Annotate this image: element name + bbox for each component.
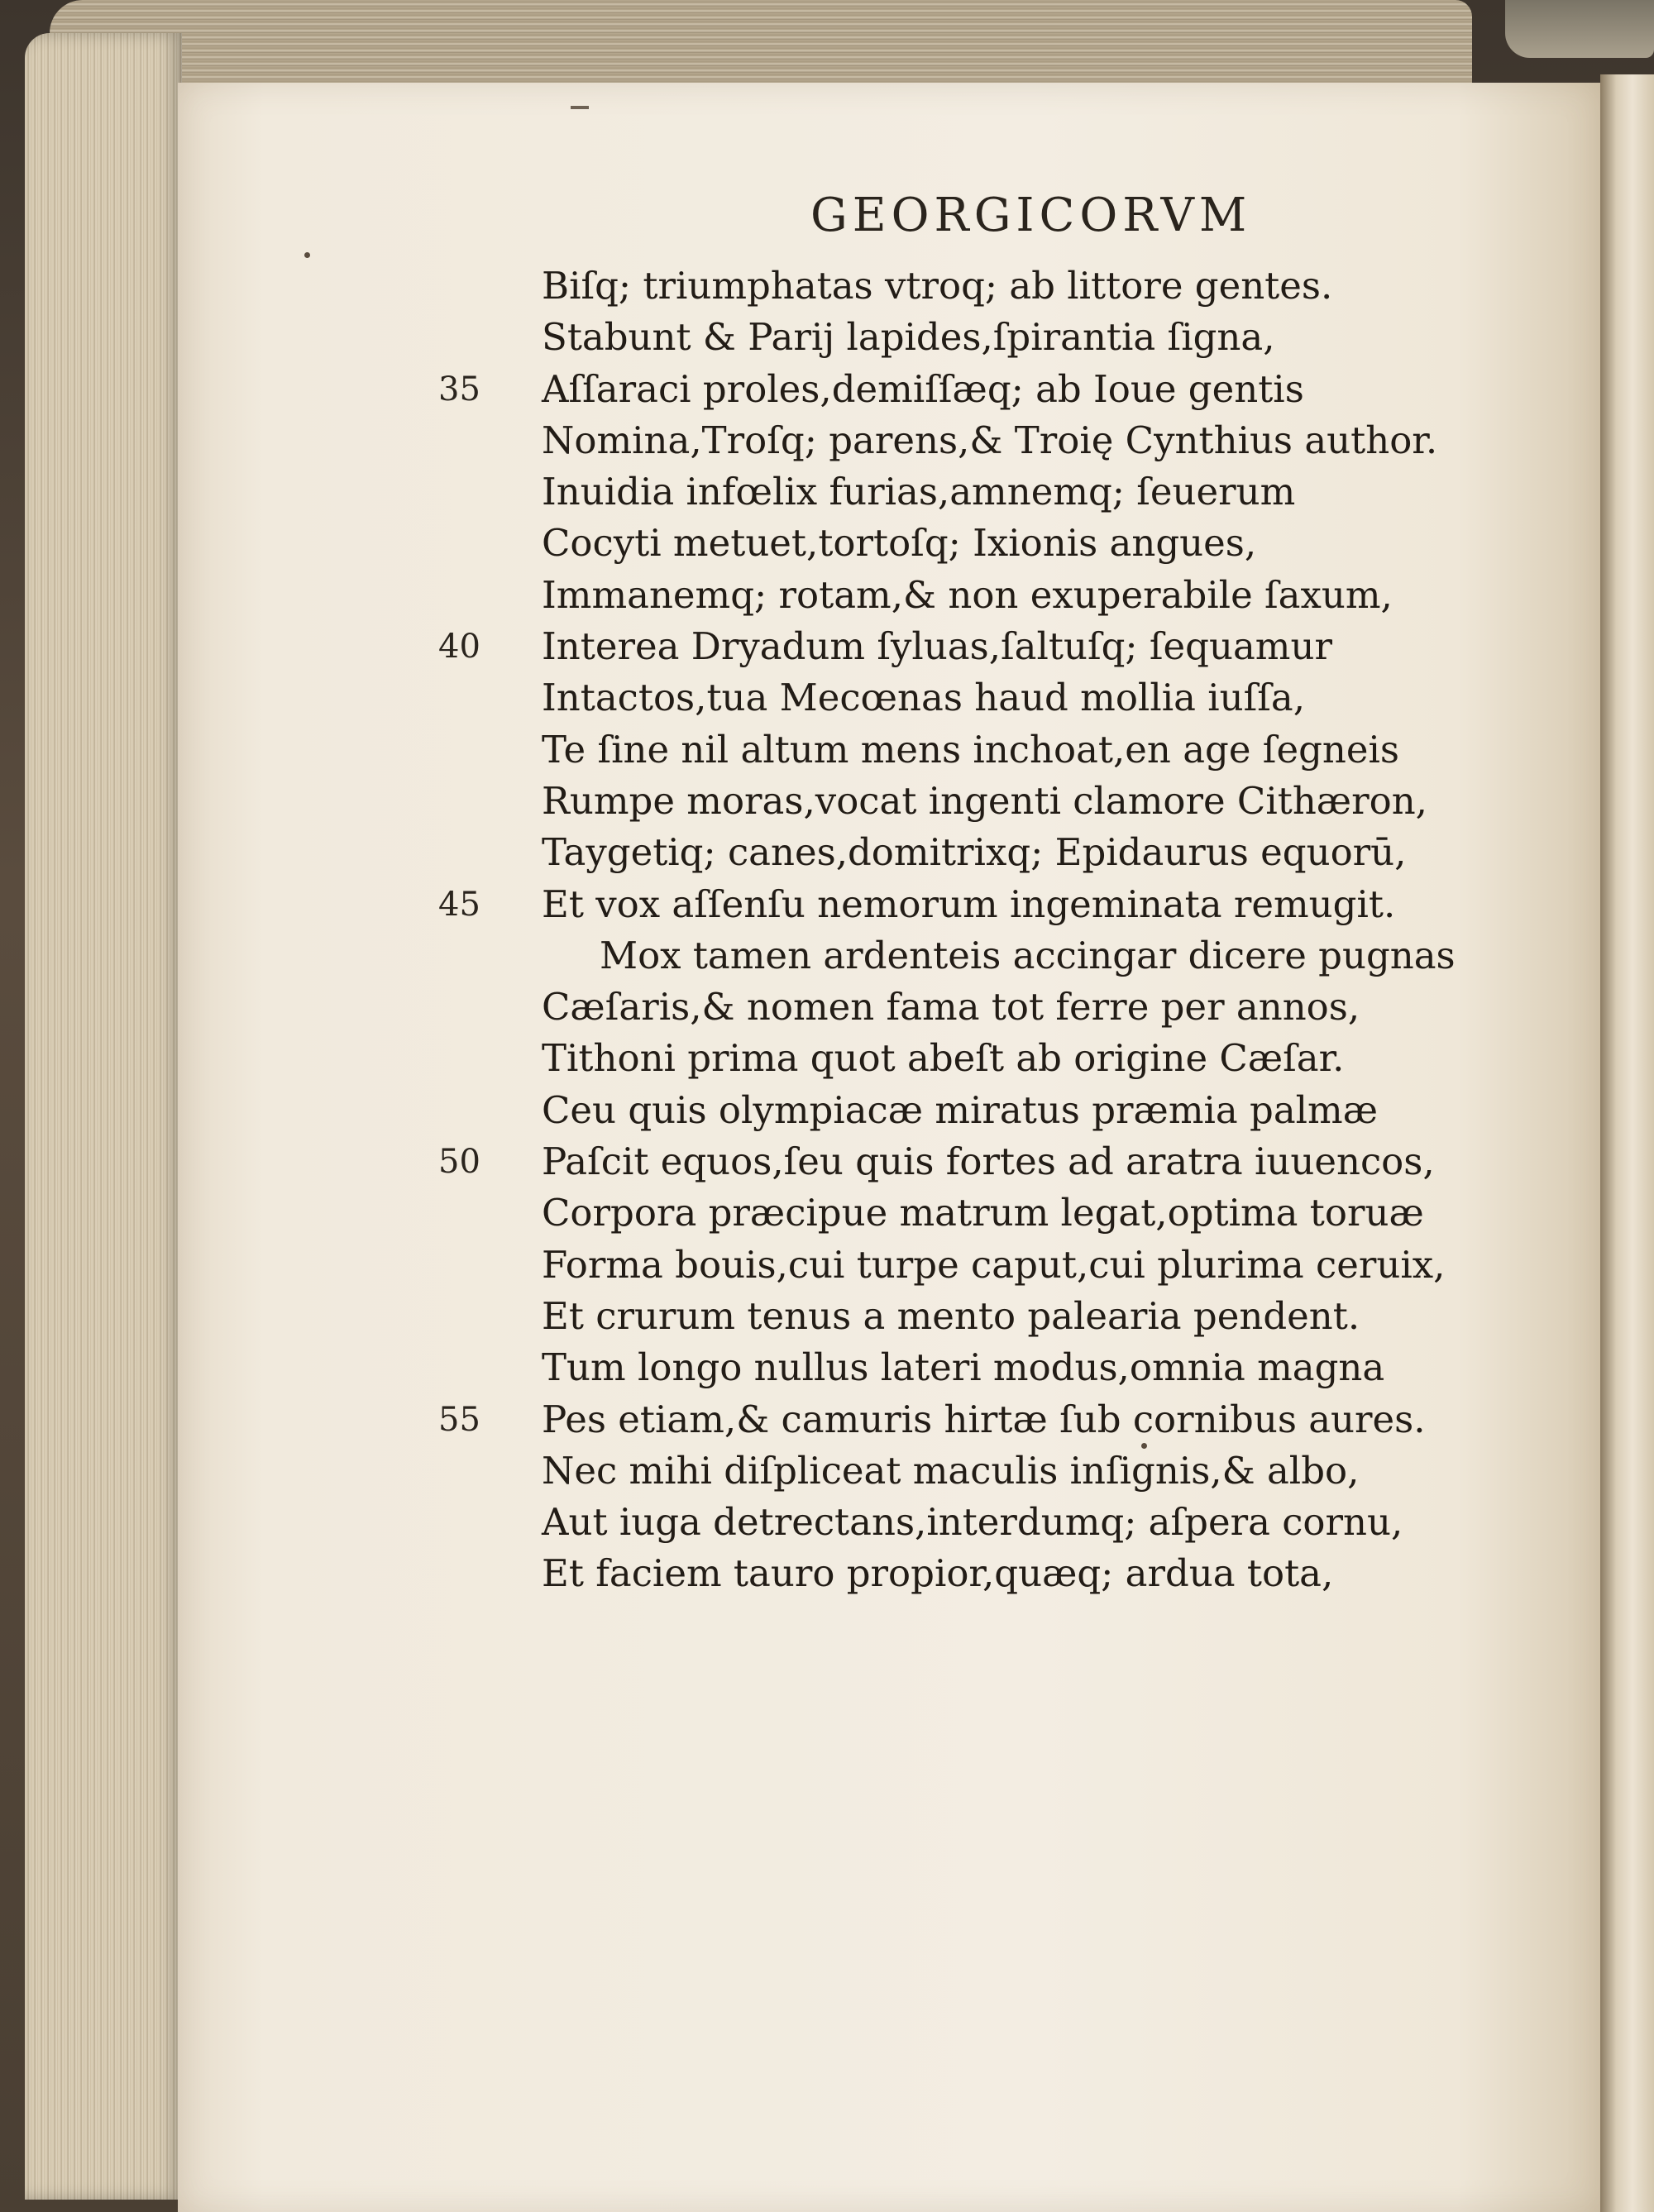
verse-line-text: Te ſine nil altum mens inchoat,en age ſegneis <box>542 727 1399 772</box>
verse-line <box>438 364 1518 415</box>
verse-line-text: Biſq; triumphatas vtroq; ab littore gentes. <box>542 264 1333 308</box>
verse-line <box>542 466 1518 518</box>
verse-line-text: Intactos,tua Mecœnas haud mollia iuſſa, <box>542 676 1306 720</box>
verse-line <box>542 260 1518 312</box>
line-number: 45 <box>438 885 480 924</box>
verse-line-text: Inuidia infœlix furias,amnemq; ſeuerum <box>542 470 1296 514</box>
verse-line-text: Aut iuga detrectans,interdumq; aſpera cornu, <box>542 1500 1403 1545</box>
verse-line-text: Cocyti metuet,tortoſq; Ixionis angues, <box>542 521 1257 566</box>
verse-line-text: Rumpe moras,vocat ingenti clamore Cithæron, <box>542 778 1427 823</box>
verse-line-text: Pes etiam,& camuris hirtæ ſub cornibus aures. <box>542 1397 1426 1441</box>
verse-line-text: Tum longo nullus lateri modus,omnia magna <box>542 1345 1385 1390</box>
verse-line <box>542 672 1518 724</box>
verse-line-text: Interea Dryadum ſyluas,ſaltuſq; ſequamur <box>542 624 1332 669</box>
verse-line-text: Immanemq; rotam,& non exuperabile ſaxum, <box>542 572 1393 617</box>
verse-line-text: Stabunt & Parij lapides,ſpirantia ſigna, <box>542 315 1275 360</box>
verse-line-text: Et vox aſſenſu nemorum ingeminata remugit. <box>542 881 1396 926</box>
verse-line <box>542 1548 1518 1599</box>
verse-line-text: Nec mihi diſpliceat maculis inſignis,& albo, <box>542 1448 1360 1493</box>
verse-line <box>542 1240 1518 1291</box>
line-number: 55 <box>438 1400 480 1439</box>
verse-line <box>438 621 1518 672</box>
verse-line-text: Forma bouis,cui turpe caput,cui plurima ceruix, <box>542 1242 1446 1287</box>
verse-line <box>542 415 1518 466</box>
verse-line <box>542 1085 1518 1136</box>
verse-line <box>542 1342 1518 1393</box>
verse-line-text: Mox tamen ardenteis accingar dicere pugnas <box>600 933 1456 977</box>
verse-line-text: Paſcit equos,ſeu quis fortes ad aratra iuuencos, <box>542 1139 1435 1184</box>
verse-line <box>542 518 1518 569</box>
running-head: GEORGICORVM <box>810 189 1252 242</box>
verse-line <box>438 1394 1518 1445</box>
ink-speck <box>304 252 310 258</box>
verse-line <box>542 827 1518 878</box>
verse-line-text: Et crurum tenus a mento palearia pendent. <box>542 1293 1360 1338</box>
verse-line <box>542 1445 1518 1497</box>
verse-line <box>542 312 1518 363</box>
verse-line-text: Taygetiq; canes,domitrixq; Epidaurus equorū, <box>542 830 1407 875</box>
verse-line-text: Tithoni prima quot abeſt ab origine Cæſar. <box>542 1036 1345 1081</box>
verse-line <box>542 1497 1518 1548</box>
verse-line-text: Ceu quis olympiacæ miratus præmia palmæ <box>542 1087 1379 1132</box>
verse-line <box>542 1033 1518 1084</box>
facing-page-corner <box>1505 0 1654 58</box>
verse-line <box>438 879 1518 930</box>
verse-line <box>542 1187 1518 1239</box>
verse-line <box>438 1136 1518 1187</box>
ink-mark <box>571 106 589 109</box>
verse-line <box>542 1291 1518 1342</box>
verse-line-text: Cæſaris,& nomen fama tot ferre per annos, <box>542 985 1360 1030</box>
verse-line <box>542 570 1518 621</box>
verse-line-text: Corpora præcipue matrum legat,optima toruæ <box>542 1191 1424 1235</box>
book-gutter <box>1600 74 1654 2212</box>
verse-line <box>542 930 1518 982</box>
verse-line <box>542 776 1518 827</box>
line-number: 40 <box>438 628 480 666</box>
page-top-edges <box>50 0 1472 91</box>
verse-line <box>542 724 1518 776</box>
line-number: 35 <box>438 370 480 408</box>
verse-text <box>438 260 1518 1600</box>
verse-line <box>542 982 1518 1033</box>
verse-line-text: Nomina,Troſq; parens,& Troię Cynthius author. <box>542 418 1438 462</box>
verse-line-text: Aſſaraci proles,demiſſæq; ab Ioue gentis <box>542 366 1304 411</box>
verse-line-text: Et faciem tauro propior,quæq; ardua tota, <box>542 1551 1334 1596</box>
page-side-edges <box>25 33 182 2200</box>
line-number: 50 <box>438 1143 480 1182</box>
